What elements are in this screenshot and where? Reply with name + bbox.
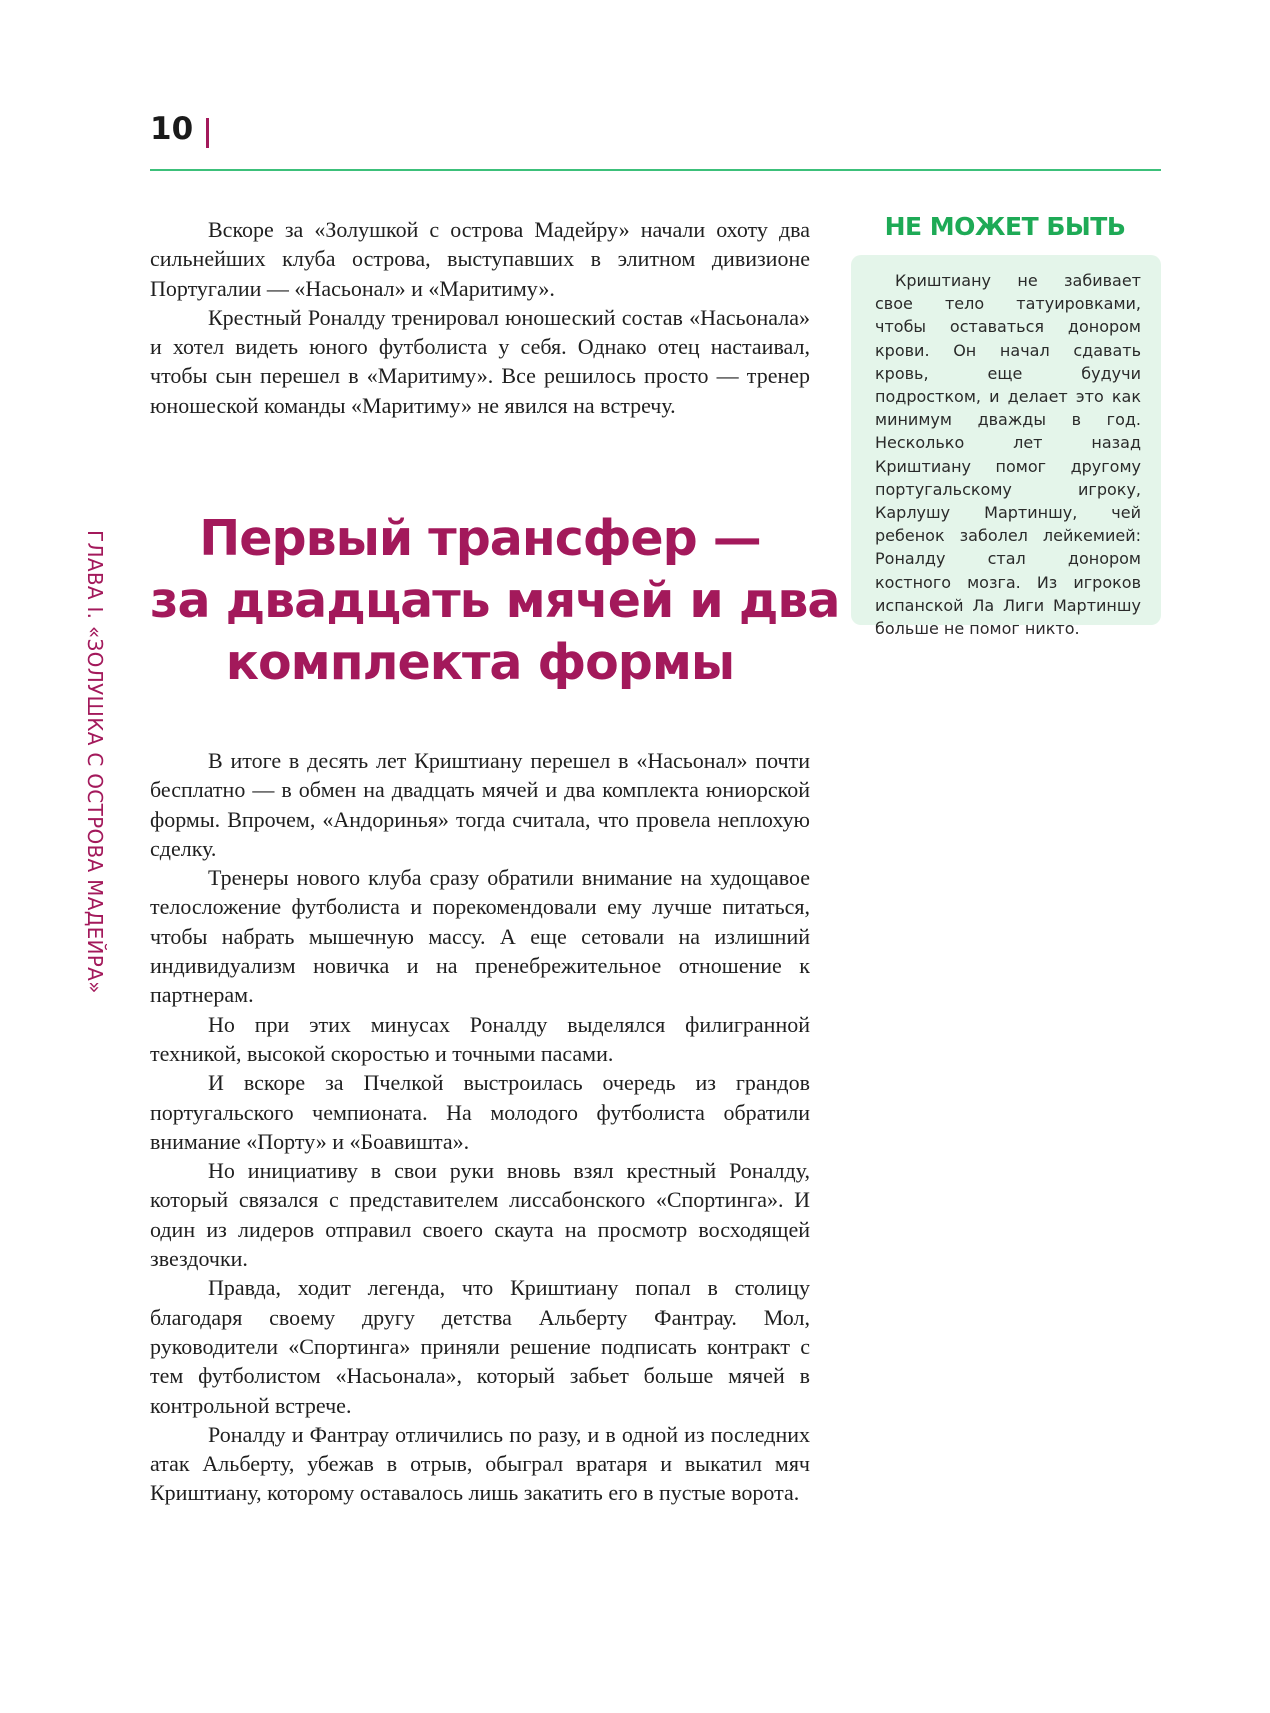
paragraph: Крестный Роналду тренировал юношеский состав «Насьонала» и хотел видеть юного футболиста у себя. Однако отец настаивал, чтобы сын перешел в «Маритиму». Все решилось просто — тренер юношеской команды «Маритиму» не явился на встречу. [150, 304, 810, 418]
paragraph: В итоге в десять лет Криштиану перешел в «Насьонал» почти бесплатно — в обмен на двадцать мячей и два комплекта юниорской формы. Впрочем, «Андоринья» тогда считала, что провела неплохую сделку. [150, 748, 810, 861]
body-text [150, 746, 810, 1508]
sidebar-title: НЕ МОЖЕТ БЫТЬ [884, 212, 1126, 241]
paragraph: Тренеры нового клуба сразу обратили внимание на худощавое телосложение футболиста и порекомендовали ему лучше питаться, чтобы набрать мышечную массу. А еще сетовали на излишний индивидуализм новичка и на пренебрежительное отношение к партнерам. [150, 865, 810, 1008]
paragraph: Но инициативу в свои руки вновь взял крестный Роналду, который связался с представителем лиссабонского «Спортинга». И один из лидеров отправил своего скаута на просмотр восходящей звездочки. [150, 1158, 810, 1272]
heading-line: комплекта формы [225, 634, 735, 691]
page-number: 10 [150, 111, 194, 147]
section-heading [150, 508, 840, 694]
chapter-side-label: ГЛАВА I. «ЗОЛУШКА С ОСТРОВА МАДЕЙРА» [83, 530, 107, 994]
heading-line: за двадцать мячей и два [150, 572, 840, 629]
intro-text [150, 215, 810, 420]
paragraph: Но при этих минусах Роналду выделялся филигранной техникой, высокой скоростью и точными пасами. [150, 1011, 810, 1066]
heading-line: Первый трансфер — [199, 510, 761, 567]
sidebar-text: Криштиану не забивает свое тело татуировками, чтобы оставаться донором крови. Он начал сдавать кровь, еще будучи подростком, и делает это как минимум дважды в год. Несколько лет назад Криштиану помог другому португальскому игроку, Карлушу Мартиншу, чей ребенок заболел лейкемией: Роналду стал донором костного мозга. Из игроков испанской Ла Лиги Мартиншу больше не помог никто. [875, 271, 1141, 639]
paragraph: Роналду и Фантрау отличились по разу, и в одной из последних атак Альберту, убежав в отрыв, обыграл вратаря и выкатил мяч Криштиану, которому оставалось лишь закатить его в пустые ворота. [150, 1421, 810, 1506]
paragraph: И вскоре за Пчелкой выстроилась очередь из грандов португальского чемпионата. На молодого футболиста обратили внимание «Порту» и «Боавишта». [150, 1070, 810, 1154]
page-number-divider [206, 118, 209, 148]
paragraph: Вскоре за «Золушкой с острова Мадейру» начали охоту два сильнейших клуба острова, выступавших в элитном дивизионе Португалии — «Насьонал» и «Маритиму». [150, 217, 810, 301]
sidebar-box [851, 255, 1161, 639]
header-rule [150, 169, 1161, 171]
paragraph: Правда, ходит легенда, что Криштиану попал в столицу благодаря своему другу детства Альберту Фантрау. Мол, руководители «Спортинга» приняли решение подписать контракт с тем футболистом «Насьонала», который забьет больше мячей в контрольной встрече. [150, 1275, 810, 1418]
